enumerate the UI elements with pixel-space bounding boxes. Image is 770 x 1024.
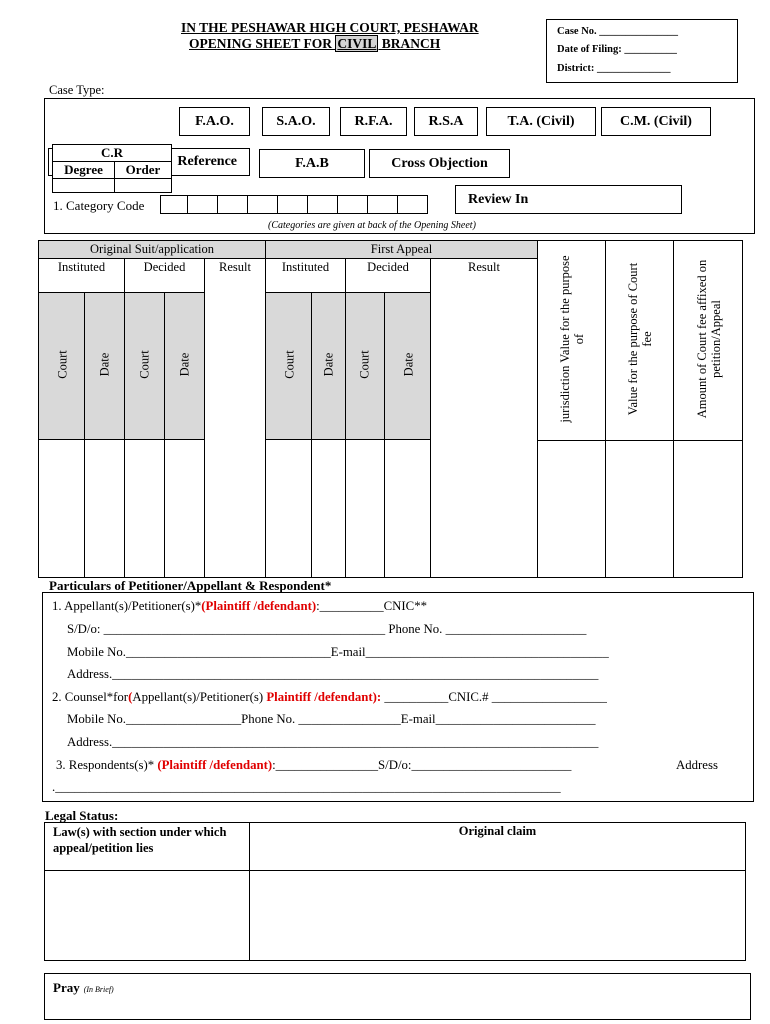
ta-civil-option[interactable]: T.A. (Civil) bbox=[486, 107, 596, 136]
os-instituted-date: Date bbox=[84, 292, 125, 440]
os-decided-date: Date bbox=[164, 292, 205, 440]
cross-objection-option[interactable]: Cross Objection bbox=[369, 149, 510, 178]
civil-highlight: CIVIL bbox=[337, 36, 377, 51]
category-code-digit[interactable] bbox=[308, 195, 338, 214]
legal-status-heading: Legal Status: bbox=[45, 808, 119, 823]
cm-civil-option[interactable]: C.M. (Civil) bbox=[601, 107, 711, 136]
os-decided-date-entry[interactable] bbox=[164, 439, 205, 578]
os-decided-court-entry[interactable] bbox=[124, 439, 165, 578]
os-decided-court: Court bbox=[124, 292, 165, 440]
first-appeal-header: First Appeal bbox=[265, 240, 538, 259]
respondent-address-line[interactable]: ._______________________________________________________________________________ bbox=[52, 780, 561, 794]
category-code-digit[interactable] bbox=[218, 195, 248, 214]
case-type-label: Case Type: bbox=[49, 83, 105, 97]
fab-option[interactable]: F.A.B bbox=[259, 149, 365, 178]
appellant-line[interactable]: 1. Appellant(s)/Petitioner(s)*(Plaintiff /defendant):__________CNIC** bbox=[52, 599, 428, 613]
os-instituted-court: Court bbox=[38, 292, 85, 440]
os-instituted-header: Instituted bbox=[38, 258, 125, 293]
jurisdiction-value-entry[interactable] bbox=[537, 440, 606, 578]
appellant-sdo-phone-line[interactable]: S/D/o: ____________________________________________ Phone No. ______________________ bbox=[67, 622, 587, 636]
fa-instituted-header: Instituted bbox=[265, 258, 346, 293]
cr-degree-box[interactable] bbox=[52, 178, 115, 193]
os-result-column: Result bbox=[204, 258, 266, 578]
os-instituted-date-entry[interactable] bbox=[84, 439, 125, 578]
fa-decided-court-entry[interactable] bbox=[345, 439, 385, 578]
court-fee-value-entry[interactable] bbox=[605, 440, 674, 578]
original-claim-header: Original claim bbox=[249, 822, 746, 871]
category-code-digit[interactable] bbox=[278, 195, 308, 214]
original-suit-header: Original Suit/application bbox=[38, 240, 266, 259]
case-no-field[interactable]: Case No. _______________ bbox=[557, 26, 679, 37]
original-claim-entry[interactable] bbox=[249, 870, 746, 961]
jurisdiction-value-header: jurisdiction Value for the purpose of bbox=[537, 240, 606, 441]
court-fee-value-header: Value for the purpose of Court fee bbox=[605, 240, 674, 441]
court-fee-amount-header: Amount of Court fee affixed on petition/Appeal bbox=[673, 240, 743, 441]
fa-instituted-date: Date bbox=[311, 292, 346, 440]
fa-decided-date-entry[interactable] bbox=[384, 439, 431, 578]
fao-option[interactable]: F.A.O. bbox=[179, 107, 250, 136]
counsel-address-line[interactable]: Address.____________________________________________________________________________ bbox=[67, 735, 599, 749]
category-code-boxes[interactable] bbox=[160, 195, 428, 214]
pray-note: (In Brief) bbox=[83, 985, 114, 994]
fa-instituted-court-entry[interactable] bbox=[265, 439, 312, 578]
rfa-option[interactable]: R.F.A. bbox=[340, 107, 407, 136]
category-code-digit[interactable] bbox=[248, 195, 278, 214]
cr-order-box[interactable] bbox=[114, 178, 172, 193]
appellant-mobile-email-line[interactable]: Mobile No.________________________________E-mail______________________________________ bbox=[67, 645, 609, 659]
category-code-digit[interactable] bbox=[188, 195, 218, 214]
cr-order-option[interactable]: Order bbox=[114, 161, 172, 179]
particulars-heading: Particulars of Petitioner/Appellant & Respondent* bbox=[49, 578, 332, 593]
category-code-digit[interactable] bbox=[160, 195, 188, 214]
fa-instituted-court: Court bbox=[265, 292, 312, 440]
fa-decided-court: Court bbox=[345, 292, 385, 440]
fa-result-column: Result bbox=[430, 258, 538, 578]
respondent-line[interactable]: 3. Respondents(s)* (Plaintiff /defendant):________________S/D/o:_________________________ bbox=[56, 758, 572, 772]
category-code-digit[interactable] bbox=[338, 195, 368, 214]
reference-option[interactable]: Reference bbox=[48, 148, 250, 176]
law-section-header: Law(s) with section under which appeal/petition lies bbox=[44, 822, 250, 871]
os-instituted-court-entry[interactable] bbox=[38, 439, 85, 578]
sao-option[interactable]: S.A.O. bbox=[262, 107, 330, 136]
court-fee-amount-entry[interactable] bbox=[673, 440, 743, 578]
law-section-entry[interactable] bbox=[44, 870, 250, 961]
respondent-address-label: Address bbox=[676, 758, 718, 772]
cr-degree-option[interactable]: Degree bbox=[52, 161, 115, 179]
category-code-digit[interactable] bbox=[368, 195, 398, 214]
pray-box[interactable] bbox=[44, 973, 751, 1020]
counsel-mobile-phone-email-line[interactable]: Mobile No.__________________Phone No. ________________E-mail_________________________ bbox=[67, 712, 596, 726]
fa-instituted-date-entry[interactable] bbox=[311, 439, 346, 578]
sheet-title: OPENING SHEET FOR CIVIL BRANCH bbox=[189, 36, 441, 51]
district-field[interactable]: District: ______________ bbox=[557, 63, 671, 74]
case-info-box bbox=[546, 19, 738, 83]
category-note: (Categories are given at back of the Opening Sheet) bbox=[268, 220, 476, 231]
counsel-line[interactable]: 2. Counsel*for(Appellant(s)/Petitioner(s) Plaintiff /defendant): __________CNIC.# __________________ bbox=[52, 690, 607, 704]
court-title: IN THE PESHAWAR HIGH COURT, PESHAWAR bbox=[181, 20, 479, 35]
os-decided-header: Decided bbox=[124, 258, 205, 293]
fa-decided-header: Decided bbox=[345, 258, 431, 293]
review-in-option[interactable]: Review In bbox=[455, 185, 682, 214]
pray-label: Pray (In Brief) bbox=[53, 980, 114, 995]
appellant-address-line[interactable]: Address.____________________________________________________________________________ bbox=[67, 667, 599, 681]
date-of-filing-field[interactable]: Date of Filing: __________ bbox=[557, 44, 677, 55]
category-code-label: 1. Category Code bbox=[53, 198, 145, 213]
cr-label: C.R bbox=[52, 144, 172, 162]
fa-decided-date: Date bbox=[384, 292, 431, 440]
category-code-digit[interactable] bbox=[398, 195, 428, 214]
rsa-option[interactable]: R.S.A bbox=[414, 107, 478, 136]
